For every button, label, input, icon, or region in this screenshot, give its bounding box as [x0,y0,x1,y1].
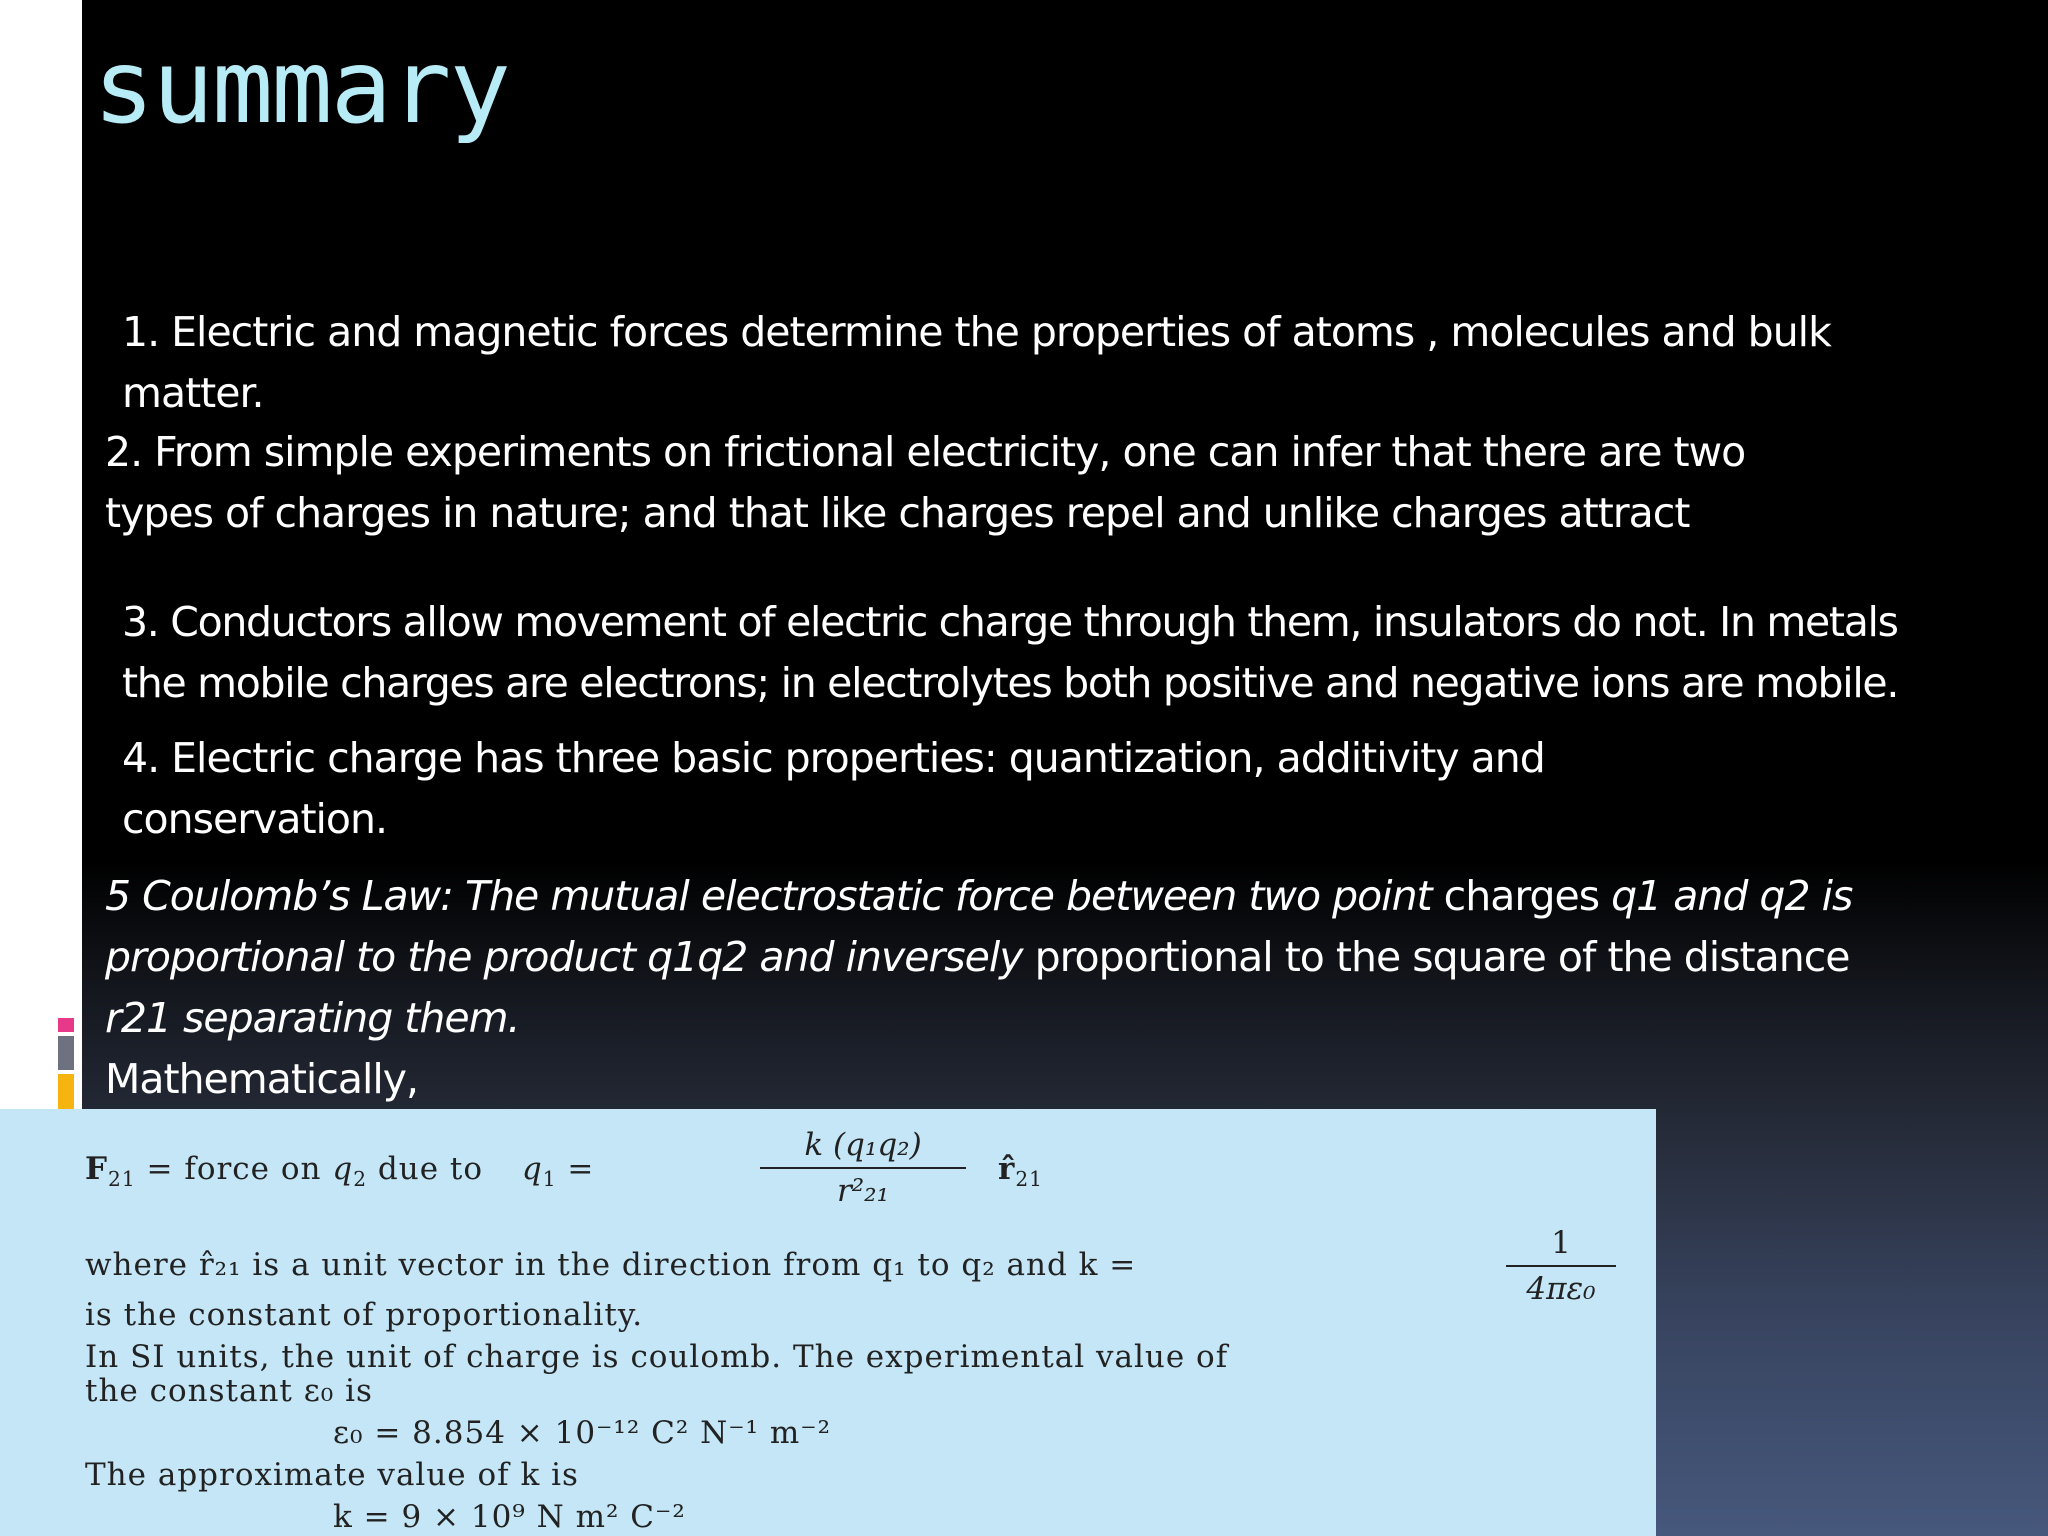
force-symbol: F [85,1151,109,1187]
coulomb-line-2 [105,927,1850,988]
point-1-line-2: matter. [122,369,264,417]
point-4-line-1: 4. Electric charge has three basic properties: quantization, additivity and [122,734,1545,782]
force-definition [85,1151,594,1197]
coulomb-l1-italic2: q1 and q2 is [1611,872,1853,920]
point-1-line-1: 1. Electric and magnetic forces determine the properties of atoms , molecules and bulk [122,308,1831,356]
k-fraction [1506,1225,1616,1307]
unit-vector [998,1151,1043,1197]
coulomb-l3-italic: r21 separating them. [105,994,520,1042]
coulomb-line-1 [105,866,1852,927]
r-hat-subscript: 21 [1015,1167,1043,1192]
accent-square-gray [58,1036,74,1070]
point-4-line-2: conservation. [122,795,388,843]
si-units-line-2: the constant ε₀ is [85,1373,373,1409]
mathematically-label: Mathematically, [105,1055,419,1103]
k-fraction-bar [1506,1265,1616,1267]
k-value: k = 9 × 10⁹ N m² C⁻² [333,1499,686,1535]
si-units-line-1: In SI units, the unit of charge is coulomb. The experimental value of [85,1339,1229,1375]
coulomb-l1-italic: 5 Coulomb’s Law: The mutual electrostatic force between two point [105,872,1444,920]
q1-symbol: q [521,1151,543,1187]
q2-symbol: q [332,1151,354,1187]
force-text: = force on [135,1151,333,1187]
r-hat-symbol: r̂ [998,1151,1016,1187]
slide-title: summary [93,28,509,147]
point-3-line-2: the mobile charges are electrons; in electrolytes both positive and negative ions are mobile. [122,659,1899,707]
coulomb-l2-italic: proportional to the product q1q2 and inversely [105,933,1035,981]
point-2-line-1: 2. From simple experiments on frictional electricity, one can infer that there are two [105,428,1746,476]
coulomb-fraction [760,1127,966,1209]
formula-box [0,1109,1656,1536]
fraction-bar [760,1167,966,1169]
epsilon-value: ε₀ = 8.854 × 10⁻¹² C² N⁻¹ m⁻² [333,1415,832,1451]
fraction-numerator: k (q₁q₂) [804,1127,922,1163]
accent-square-pink [58,1018,74,1032]
constant-line: is the constant of proportionality. [85,1297,644,1333]
force-subscript: 21 [108,1167,136,1192]
coulomb-l1-normal: charges [1443,872,1612,920]
decorative-bars [46,170,81,234]
q1-subscript: 1 [542,1167,557,1192]
accent-square-yellow [58,1074,74,1109]
coulomb-l2-normal: proportional to the square of the distance [1034,933,1850,981]
equals-sign: = [556,1151,595,1187]
due-to-text: due to [367,1151,494,1187]
coulomb-line-3 [105,988,520,1049]
where-line: where r̂₂₁ is a unit vector in the direction from q₁ to q₂ and k = [85,1247,1137,1283]
q2-subscript: 2 [353,1167,368,1192]
k-numerator: 1 [1551,1225,1571,1261]
k-denominator: 4πε₀ [1526,1271,1596,1307]
fraction-denominator: r²₂₁ [836,1173,890,1209]
approx-k-line: The approximate value of k is [85,1457,579,1493]
point-3-line-1: 3. Conductors allow movement of electric charge through them, insulators do not. In metals [122,598,1898,646]
point-2-line-2: types of charges in nature; and that like charges repel and unlike charges attract [105,489,1690,537]
